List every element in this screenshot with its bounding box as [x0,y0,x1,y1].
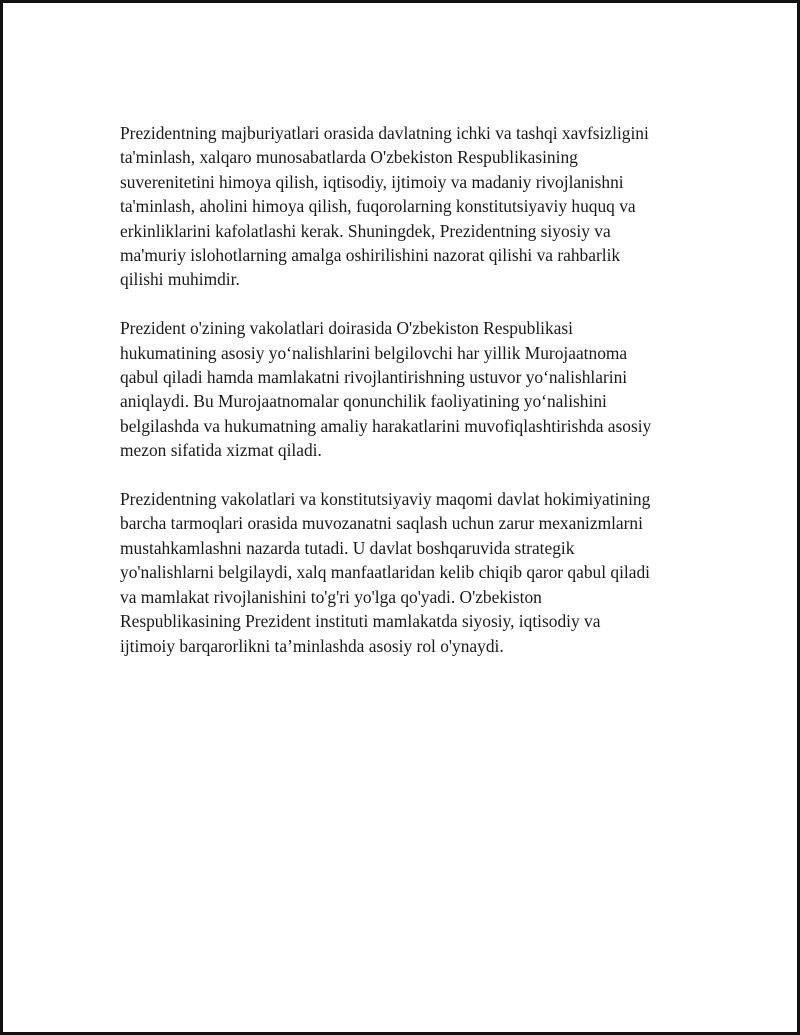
paragraph-powers: Prezidentning vakolatlari va konstitutsiyaviy maqomi davlat hokimiyatining barcha tarmoqlari orasida muvozanatni saqlash uchun zarur mexanizmlarni mustahkamlashni nazarda tutadi. U davlat boshqaruvida strategik yo'nalishlarni belgilaydi, xalq manfaatlaridan kelib chiqib qaror qabul qiladi va mamlakat rivojlanishini to'g'ri yo'lga qo'yadi. O'zbekiston Respublikasining Prezident instituti mamlakatda siyosiy, iqtisodiy va ijtimoiy barqarorlikni ta’minlashda asosiy rol o'ynaydi. [120,489,651,656]
paragraph-duties: Prezidentning majburiyatlari orasida davlatning ichki va tashqi xavfsizligini ta'minlash, xalqaro munosabatlarda O'zbekiston Respublikasining suverenitetini himoya qilish, iqtisodiy, ijtimoiy va madaniy rivojlanishni ta'minlash, aholini himoya qilish, fuqorolarning konstitutsiyaviy huquq va erkinliklarini kafolatlashi kerak. Shuningdek, Prezidentning siyosiy va ma'muriy islohotlarning amalga oshirilishini nazorat qilishi va rahbarlik qilishi muhimdir. [120,123,649,290]
paragraph-address: Prezident o'zining vakolatlari doirasida O'zbekiston Respublikasi hukumatining asosiy yo‘nalishlarini belgilovchi har yillik Murojaatnoma qabul qiladi hamda mamlakatni rivojlantirishning ustuvor yo‘nalishlarini aniqlaydi. Bu Murojaatnomalar qonunchilik faoliyatining yo‘nalishini belgilashda va hukumatning amaliy harakatlarini muvofiqlashtirishda asosiy mezon sifatida xizmat qiladi. [120,318,652,461]
document-body [120,121,690,682]
